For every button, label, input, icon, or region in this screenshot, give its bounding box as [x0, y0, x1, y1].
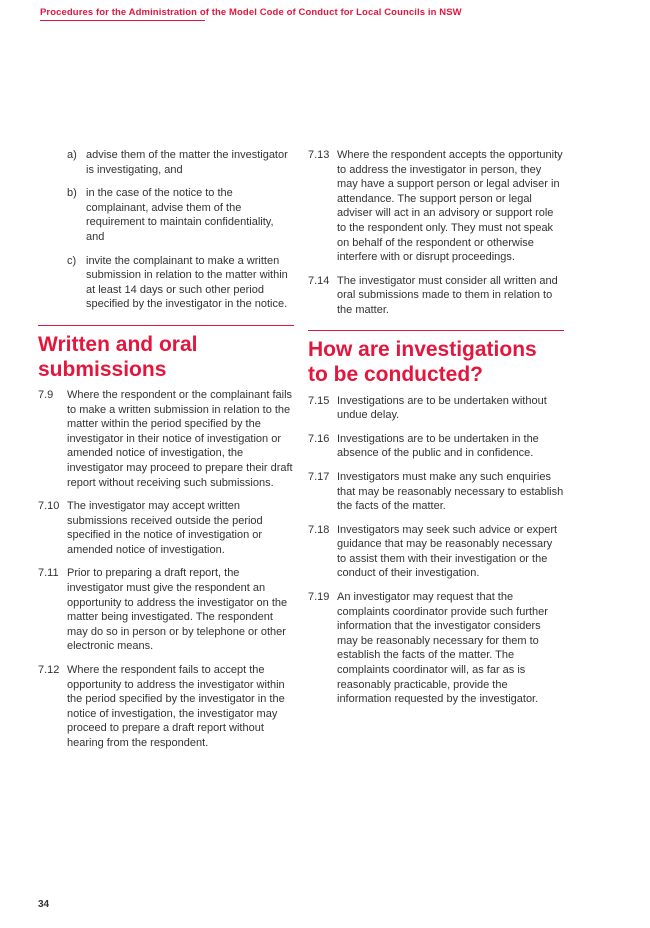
paragraph-number: 7.10: [38, 500, 60, 513]
paragraph-text: An investigator may request that the complaints coordinator provide such further information that the investigator considers may be reasonably necessary for them to establish the facts of the matter. The complaints coordinator will, as far as is reasonably practicable, provide the information requested by the investigator.: [337, 591, 548, 706]
list-item-label: a): [67, 149, 77, 161]
paragraph-text: Investigators must make any such enquiries that may be reasonably necessary to establish the facts of the matter.: [337, 470, 564, 513]
numbered-paragraph: [308, 274, 564, 318]
numbered-paragraph: [38, 566, 294, 654]
paragraph-text: Where the respondent or the complainant fails to make a written submission in relation to the matter within the period specified by the investigator in their notice of investigation or amended notice of investigation, the investigator may proceed to prepare their draft report without receiving such submissions.: [67, 388, 293, 489]
paragraph-text: Investigations are to be undertaken in the absence of the public and in confidence.: [337, 432, 539, 460]
paragraph-text: Where the respondent accepts the opportunity to address the investigator in person, they may have a support person or legal adviser in attendance. The support person or legal adviser will act in an advisory or support role to the respondent only. They must not speak on behalf of the respondent or otherwise interfere with or disrupt proceedings.: [337, 149, 563, 264]
numbered-paragraph: [308, 590, 564, 707]
paragraph-text: Investigations are to be undertaken without undue delay.: [337, 394, 547, 422]
section-heading: How are investigations to be conducted?: [308, 337, 537, 386]
section-heading: Written and oral submissions: [38, 332, 198, 381]
section-divider: [308, 330, 564, 331]
paragraph-number: 7.19: [308, 591, 330, 604]
numbered-paragraph: [308, 523, 564, 581]
numbered-paragraph: [38, 663, 294, 751]
numbered-paragraph: [38, 388, 294, 490]
paragraph-text: Where the respondent fails to accept the opportunity to address the investigator within the period specified by the investigator in the notice of investigation, the investigator may proceed to prepare a draft report without hearing from the respondent.: [67, 664, 285, 749]
list-item-label: b): [67, 187, 77, 200]
list-item-text: advise them of the matter the investigator is investigating, and: [86, 149, 288, 176]
section-divider: [38, 325, 294, 326]
paragraph-number: 7.18: [308, 523, 330, 536]
paragraph-text: Prior to preparing a draft report, the investigator must give the respondent an opportunity to address the investigator on the matter being investigated. The respondent may do so in person or by telephone or other electronic means.: [67, 567, 288, 653]
paragraph-number: 7.14: [308, 274, 330, 287]
numbered-paragraph: [308, 148, 564, 265]
numbered-paragraph: [308, 470, 564, 514]
paragraph-number: 7.9: [38, 388, 54, 401]
list-item-text: invite the complainant to make a written submission in relation to the matter within at least 14 days or such other period specified by the investigator in the notice.: [86, 254, 288, 311]
page-number: 34: [38, 899, 50, 910]
list-item-text: in the case of the notice to the complainant, advise them of the requirement to maintain confidentiality, and: [86, 187, 274, 243]
left-column: [38, 148, 294, 751]
paragraph-number: 7.12: [38, 664, 60, 677]
paragraph-number: 7.16: [308, 432, 330, 445]
paragraph-text: The investigator may accept written submissions received outside the period specified in the notice of investigation or amended notice of investigation.: [67, 500, 263, 556]
paragraph-text: The investigator must consider all written and oral submissions made to them in relation to the matter.: [337, 274, 558, 316]
running-header: Procedures for the Administration of the Model Code of Conduct for Local Councils in NSW: [40, 7, 462, 18]
numbered-paragraph: [38, 499, 294, 557]
paragraph-number: 7.11: [38, 567, 59, 580]
paragraph-number: 7.13: [308, 149, 330, 161]
paragraph-number: 7.17: [308, 470, 330, 483]
numbered-paragraph: [308, 394, 564, 423]
list-item-label: c): [67, 254, 77, 267]
list-item: [38, 186, 294, 244]
right-column: [308, 148, 564, 707]
list-item: [38, 254, 294, 312]
numbered-paragraph: [308, 432, 564, 461]
paragraph-number: 7.15: [308, 394, 330, 407]
list-item: [38, 148, 294, 177]
paragraph-text: Investigators may seek such advice or expert guidance that may be reasonably necessary to assist them with their investigation or the conduct of their investigation.: [337, 523, 558, 580]
header-divider: [40, 20, 205, 21]
